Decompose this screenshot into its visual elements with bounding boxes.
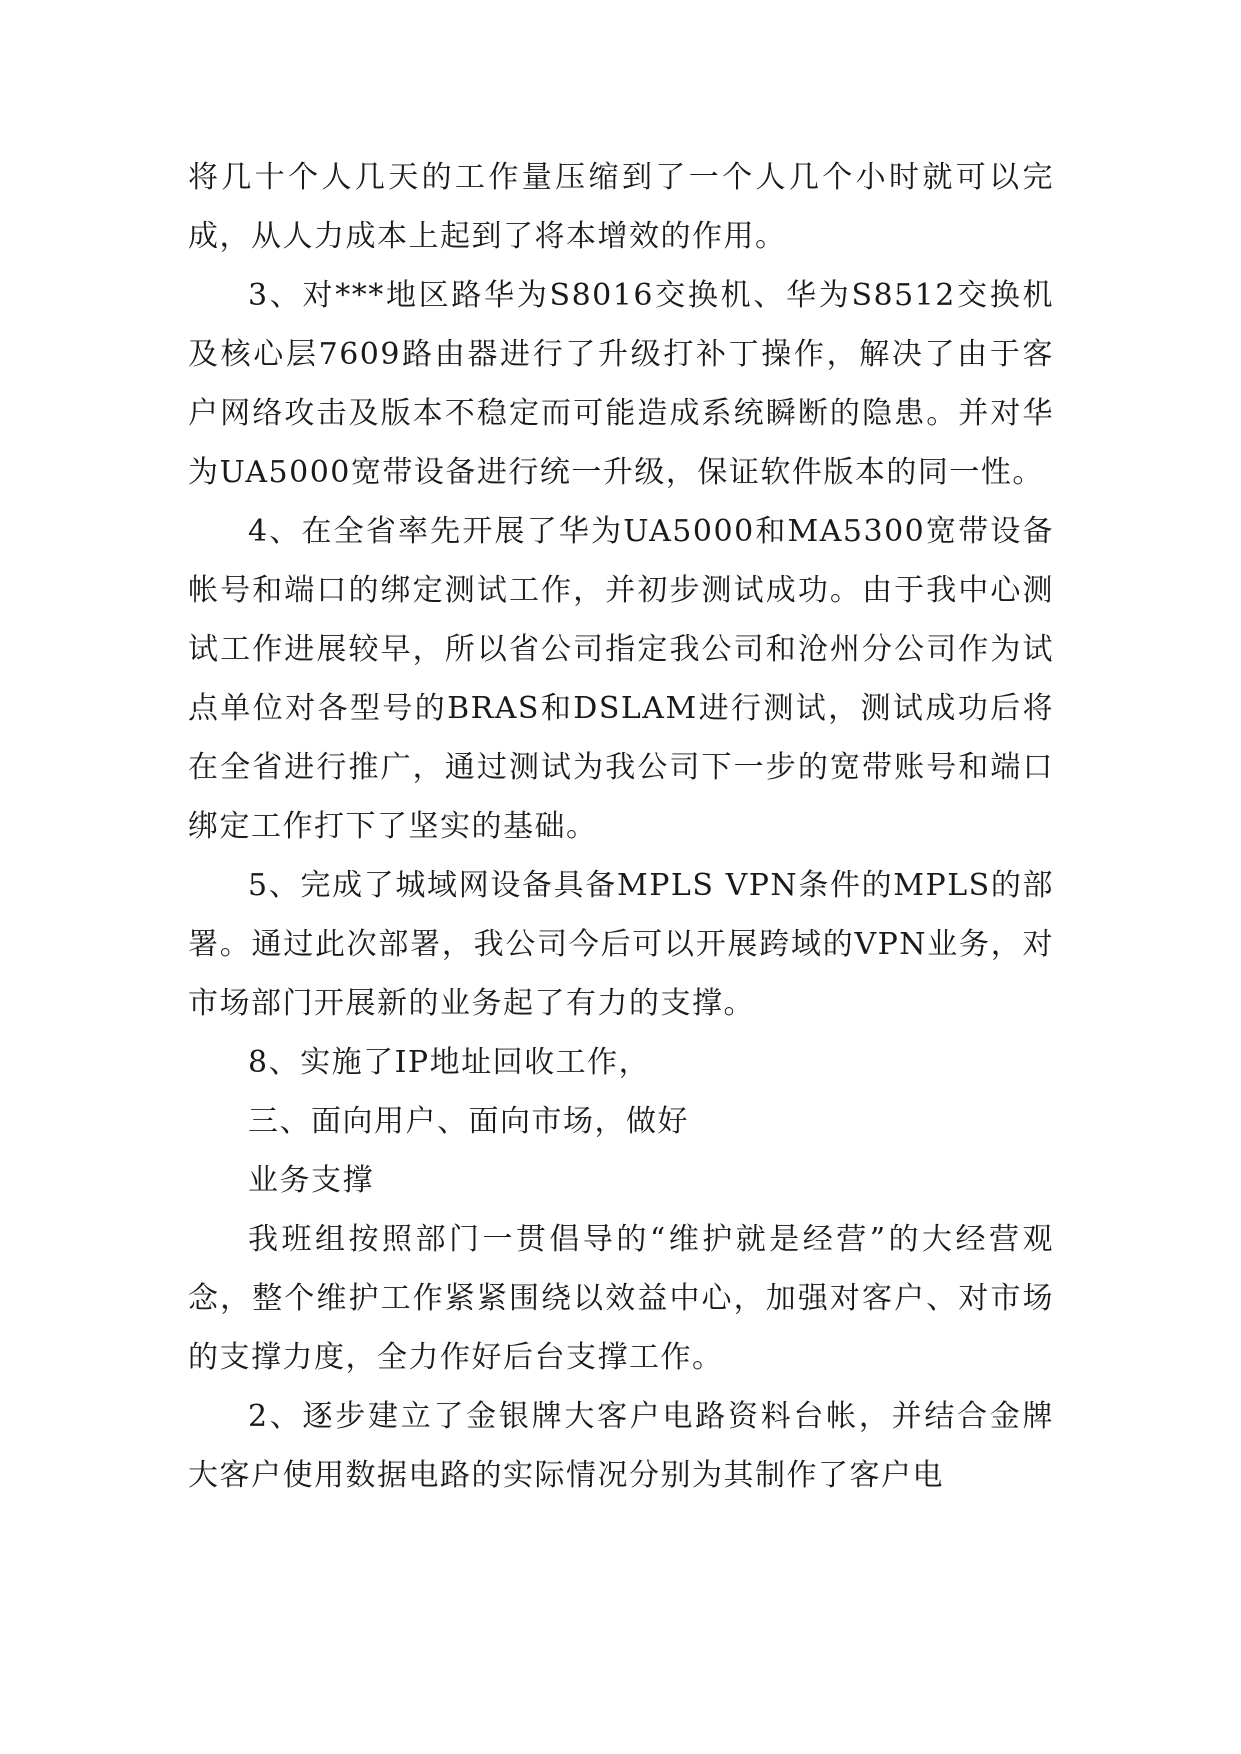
paragraph-item-8: 8、实施了IP地址回收工作， (248, 1045, 651, 1080)
paragraph-item-2: 2、逐步建立了金银牌大客户电路资料台帐，并结合金牌大客户使用数据电路的实际情况分别为其制作了客户电 (188, 1399, 1054, 1493)
section-heading-3: 三、面向用户、面向市场，做好 (248, 1104, 689, 1139)
section-heading-3-continued: 业务支撑 (248, 1163, 374, 1198)
paragraph-intro: 我班组按照部门一贯倡导的“维护就是经营”的大经营观念，整个维护工作紧紧围绕以效益中心，加强对客户、对市场的支撑力度，全力作好后台支撑工作。 (188, 1222, 1054, 1375)
document-body (188, 148, 1054, 1505)
paragraph-item-3: 3、对***地区路华为S8016交换机、华为S8512交换机及核心层7609路由器进行了升级打补丁操作，解决了由于客户网络攻击及版本不稳定而可能造成系统瞬断的隐患。并对华为UA5000宽带设备进行统一升级，保证软件版本的同一性。 (188, 278, 1054, 490)
paragraph-item-5: 5、完成了城域网设备具备MPLS VPN条件的MPLS的部署。通过此次部署，我公司今后可以开展跨域的VPN业务，对市场部门开展新的业务起了有力的支撑。 (188, 868, 1054, 1021)
paragraph-item-4: 4、在全省率先开展了华为UA5000和MA5300宽带设备帐号和端口的绑定测试工作，并初步测试成功。由于我中心测试工作进展较早，所以省公司指定我公司和沧州分公司作为试点单位对各型号的BRAS和DSLAM进行测试，测试成功后将在全省进行推广，通过测试为我公司下一步的宽带账号和端口绑定工作打下了坚实的基础。 (188, 514, 1054, 844)
paragraph-continuation: 将几十个人几天的工作量压缩到了一个人几个小时就可以完成，从人力成本上起到了将本增效的作用。 (188, 160, 1054, 254)
